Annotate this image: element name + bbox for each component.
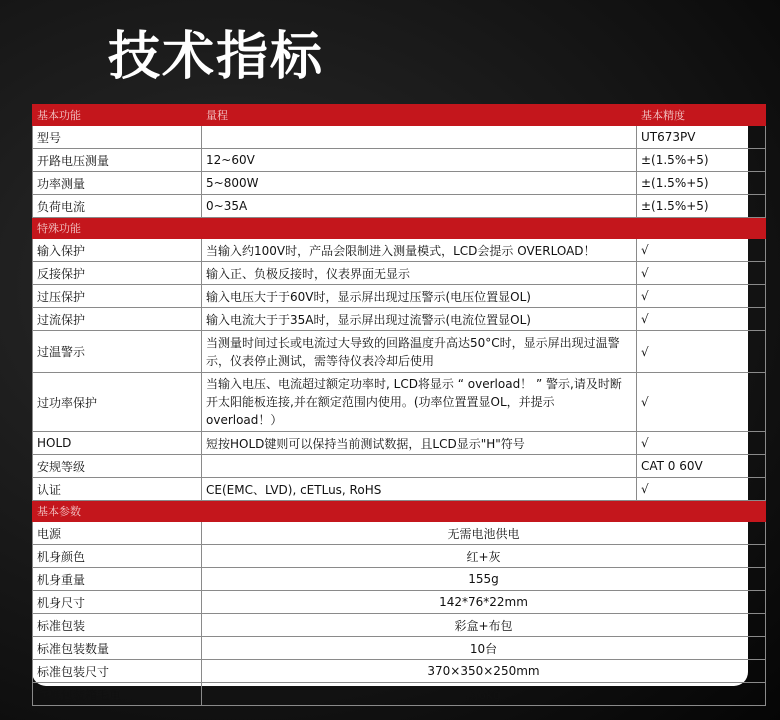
param-value: 彩盒+布包 xyxy=(202,614,766,637)
row-desc xyxy=(202,455,637,478)
row-label: 过流保护 xyxy=(33,308,202,331)
page-title: 技术指标 xyxy=(108,27,325,87)
row-desc-line: overload！） xyxy=(206,413,283,427)
section-title: 基本参数 xyxy=(33,501,766,522)
table-row xyxy=(33,149,766,172)
row-range: 12~60V xyxy=(202,149,637,172)
row-desc: 输入正、负极反接时，仪表界面无显示 xyxy=(202,262,637,285)
row-range xyxy=(202,126,637,149)
row-mark: √ xyxy=(637,478,766,501)
table-row xyxy=(33,239,766,262)
table-row xyxy=(33,637,766,660)
header-range: 量程 xyxy=(202,105,637,126)
row-mark: √ xyxy=(637,308,766,331)
row-label: 认证 xyxy=(33,478,202,501)
row-accuracy: ±(1.5%+5) xyxy=(637,195,766,218)
row-mark: √ xyxy=(637,239,766,262)
row-mark: √ xyxy=(637,373,766,432)
row-label: 过温警示 xyxy=(33,331,202,373)
table-row xyxy=(33,285,766,308)
table-row xyxy=(33,568,766,591)
row-desc: 当输入约100V时，产品会限制进入测量模式，LCD会提示 OVERLOAD！ xyxy=(202,239,637,262)
table-row xyxy=(33,683,766,706)
row-desc-line: 开太阳能板连接,并在额定范围内使用。(功率位置置显OL，并提示 xyxy=(206,395,555,409)
table-row xyxy=(33,195,766,218)
table-row xyxy=(33,172,766,195)
param-value: 370×350×250mm xyxy=(202,660,766,683)
row-accuracy: ±(1.5%+5) xyxy=(637,172,766,195)
param-label: 电源 xyxy=(33,522,202,545)
param-value: 红+灰 xyxy=(202,545,766,568)
row-label: HOLD xyxy=(33,432,202,455)
row-desc: 输入电流大于于35A时，显示屏出现过流警示(电流位置显OL) xyxy=(202,308,637,331)
param-value: 10台 xyxy=(202,637,766,660)
row-desc-line: 示，仪表停止测试，需等待仪表冷却后使用 xyxy=(206,353,435,368)
table-row xyxy=(33,331,766,373)
row-label: 开路电压测量 xyxy=(33,149,202,172)
table-row xyxy=(33,373,766,432)
row-desc: 短按HOLD键则可以保持当前测试数据，且LCD显示"H"符号 xyxy=(202,432,637,455)
row-mark: √ xyxy=(637,262,766,285)
table-row xyxy=(33,614,766,637)
row-desc-line: 当测量时间过长或电流过大导致的回路温度升高达50°C时，显示屏出现过温警 xyxy=(206,335,620,350)
row-mark: √ xyxy=(637,331,766,373)
section-header-special xyxy=(33,218,766,239)
row-label: 反接保护 xyxy=(33,262,202,285)
param-label: 标准包装数量 xyxy=(33,637,202,660)
param-label: 标准包装尺寸 xyxy=(33,660,202,683)
row-label: 过压保护 xyxy=(33,285,202,308)
row-label: 功率测量 xyxy=(33,172,202,195)
row-desc xyxy=(202,331,637,373)
table-row xyxy=(33,308,766,331)
param-value: 约6kg xyxy=(202,683,766,706)
row-mark: CAT 0 60V xyxy=(637,455,766,478)
row-label: 输入保护 xyxy=(33,239,202,262)
param-label: 标准包装箱毛重 xyxy=(33,683,202,706)
param-value: 142*76*22mm xyxy=(202,591,766,614)
section-header-params xyxy=(33,501,766,522)
param-label: 机身重量 xyxy=(33,568,202,591)
row-accuracy: ±(1.5%+5) xyxy=(637,149,766,172)
row-label: 型号 xyxy=(33,126,202,149)
row-desc: 输入电压大于于60V时，显示屏出现过压警示(电压位置显OL) xyxy=(202,285,637,308)
table-row xyxy=(33,455,766,478)
table-row xyxy=(33,126,766,149)
row-label: 安规等级 xyxy=(33,455,202,478)
table-header-row xyxy=(33,105,766,126)
param-label: 标准包装 xyxy=(33,614,202,637)
table-row xyxy=(33,660,766,683)
row-range: 0~35A xyxy=(202,195,637,218)
spec-table xyxy=(32,104,766,706)
table-row xyxy=(33,262,766,285)
table-row xyxy=(33,522,766,545)
row-label: 过功率保护 xyxy=(33,373,202,432)
table-row xyxy=(33,478,766,501)
row-desc: CE(EMC、LVD), cETLus, RoHS xyxy=(202,478,637,501)
spec-table-card xyxy=(32,104,748,702)
param-label: 机身尺寸 xyxy=(33,591,202,614)
header-basic-function: 基本功能 xyxy=(33,105,202,126)
row-mark: √ xyxy=(637,285,766,308)
row-mark: √ xyxy=(637,432,766,455)
row-label: 负荷电流 xyxy=(33,195,202,218)
section-title: 特殊功能 xyxy=(33,218,766,239)
param-label: 机身颜色 xyxy=(33,545,202,568)
row-accuracy: UT673PV xyxy=(637,126,766,149)
param-value: 无需电池供电 xyxy=(202,522,766,545)
table-row xyxy=(33,591,766,614)
row-range: 5~800W xyxy=(202,172,637,195)
header-accuracy: 基本精度 xyxy=(637,105,766,126)
row-desc-line: 当输入电压、电流超过额定功率时, LCD将显示 “ overload！ ” 警示,请及时断 xyxy=(206,377,622,391)
table-row xyxy=(33,545,766,568)
row-desc xyxy=(202,373,637,432)
param-value: 155g xyxy=(202,568,766,591)
table-row xyxy=(33,432,766,455)
